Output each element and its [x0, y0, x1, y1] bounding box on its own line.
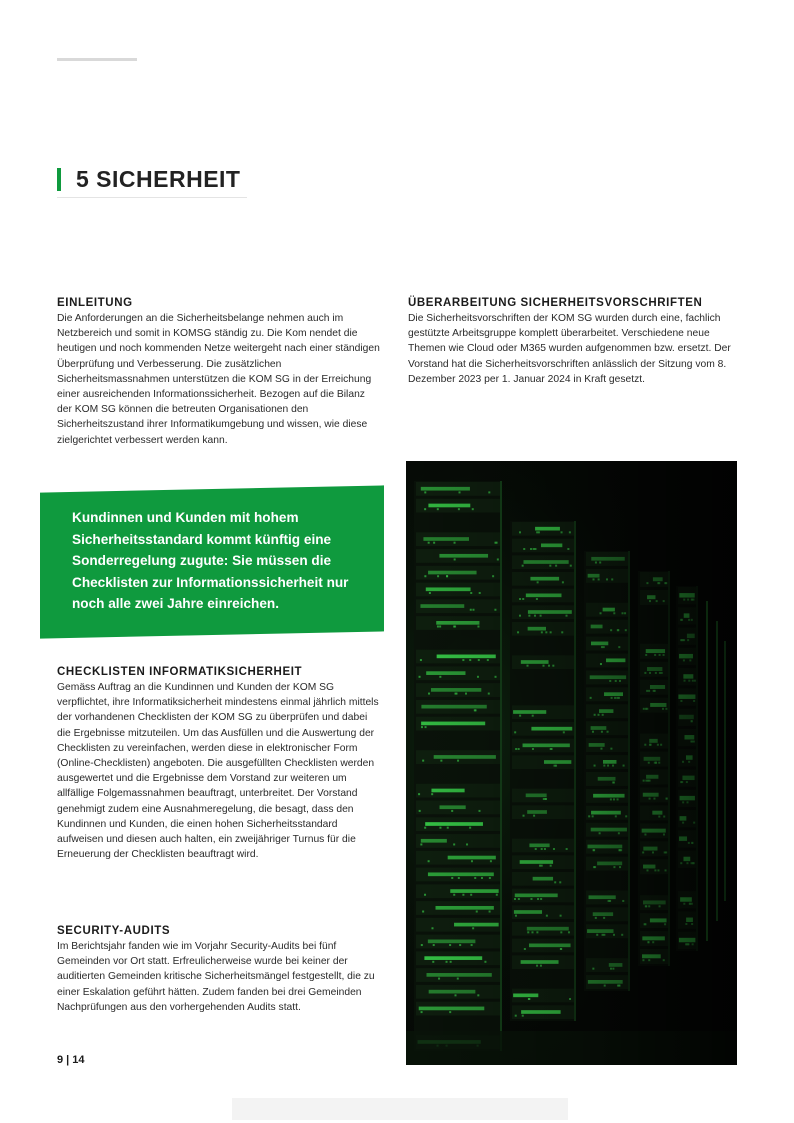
title-accent-bar: [57, 168, 61, 191]
footer-bar: [232, 1098, 568, 1120]
server-rack-green-lights-icon: [406, 461, 737, 1065]
section-heading: ÜBERARBEITUNG SICHERHEITSVORSCHRIFTEN: [408, 297, 703, 309]
page-title: [57, 163, 240, 195]
section-einleitung: [57, 297, 382, 448]
section-ueberarbeitung: [408, 297, 738, 387]
page-title-text: 5 SICHERHEIT: [76, 165, 241, 192]
server-rack-photo: [406, 461, 737, 1065]
section-heading: EINLEITUNG: [57, 297, 133, 309]
header-rule: [57, 58, 137, 61]
section-body: Im Berichtsjahr fanden wie im Vorjahr Security-Audits bei fünf Gemeinden vor Ort statt. Erfreulicherweise wurde bei keiner der auditierten Gemeinden kritische Sicherheitsmängel festgestellt, die zu einer Eskalation geführt hätten. Zudem fanden bei drei Gemeinden Nachprüfungen aus den vorhergehenden Audits statt.: [57, 941, 375, 1013]
callout-text: Kundinnen und Kunden mit hohem Sicherheitsstandard kommt künftig eine Sonderregelung zugute: Sie müssen die Checklisten zur Informationssicherheit nur noch alle zwei Jahre einreichen.: [72, 510, 349, 611]
callout-box: [40, 489, 384, 635]
section-checklisten: [57, 666, 382, 862]
section-body: Die Sicherheitsvorschriften der KOM SG wurden durch eine, fachlich gestützte Arbeitsgruppe komplett überarbeitet. Verschiedene neue Themen wie Cloud oder M365 wurden aufgenommen bzw. ersetzt. Der Vorstand hat die Sicherheitsvorschriften anlässlich der Sitzung vom 8. Dezember 2023 per 1. Januar 2024 in Kraft gesetzt.: [408, 313, 731, 385]
section-body: Gemäss Auftrag an die Kundinnen und Kunden der KOM SG verpflichtet, ihre Informatiksicherheit mindestens einmal jährlich mittels der vorhandenen Checklisten der KOM SG zu überprüfen und dabei die Ergebnisse mitzuteilen. Um das Ausfüllen und die Auswertung der Checklisten zu vereinfachen, werden diese in elektronischer Form (Online-Checklisten) angeboten. Die ausgefüllten Checklisten werden ausgewertet und die Ergebnisse dem Vorstand zur weiteren um allfällige Folgemassnahmen beauftragt, unterbreitet. Der Vorstand genehmigt zudem eine Ausnahmeregelung, die besagt, dass den Kundinnen und Kunden, die einen hohen Sicherheitsstandard aufweisen und diesen auch halten, ein zweijähriger Turnus für die Erneuerung der Checklisten beauftragt wird.: [57, 682, 379, 861]
section-heading: SECURITY-AUDITS: [57, 925, 171, 937]
section-audits: [57, 925, 382, 1015]
section-heading: CHECKLISTEN INFORMATIKSICHERHEIT: [57, 666, 303, 678]
page-number: 9 | 14: [57, 1054, 85, 1066]
section-body: Die Anforderungen an die Sicherheitsbelange nehmen auch im Netzbereich und somit in KOMSG ständig zu. Die Kom nendet die heutigen und noch kommenden Netze weitergeht nach einer ständigen Überprüfung und Verbesserung. Die zusätzlichen Sicherheitsmassnahmen unterstützen die KOM SG in der Erreichung einer ausreichenden Informationssicherheit. Bezogen auf die Bilanz der KOM SG können die betreuten Organisationen den Sicherheitszustand ihrer Informatikumgebung und wissen, wie diese zielgerichtet verbessert werden kann.: [57, 313, 380, 446]
title-underline: [57, 197, 247, 198]
